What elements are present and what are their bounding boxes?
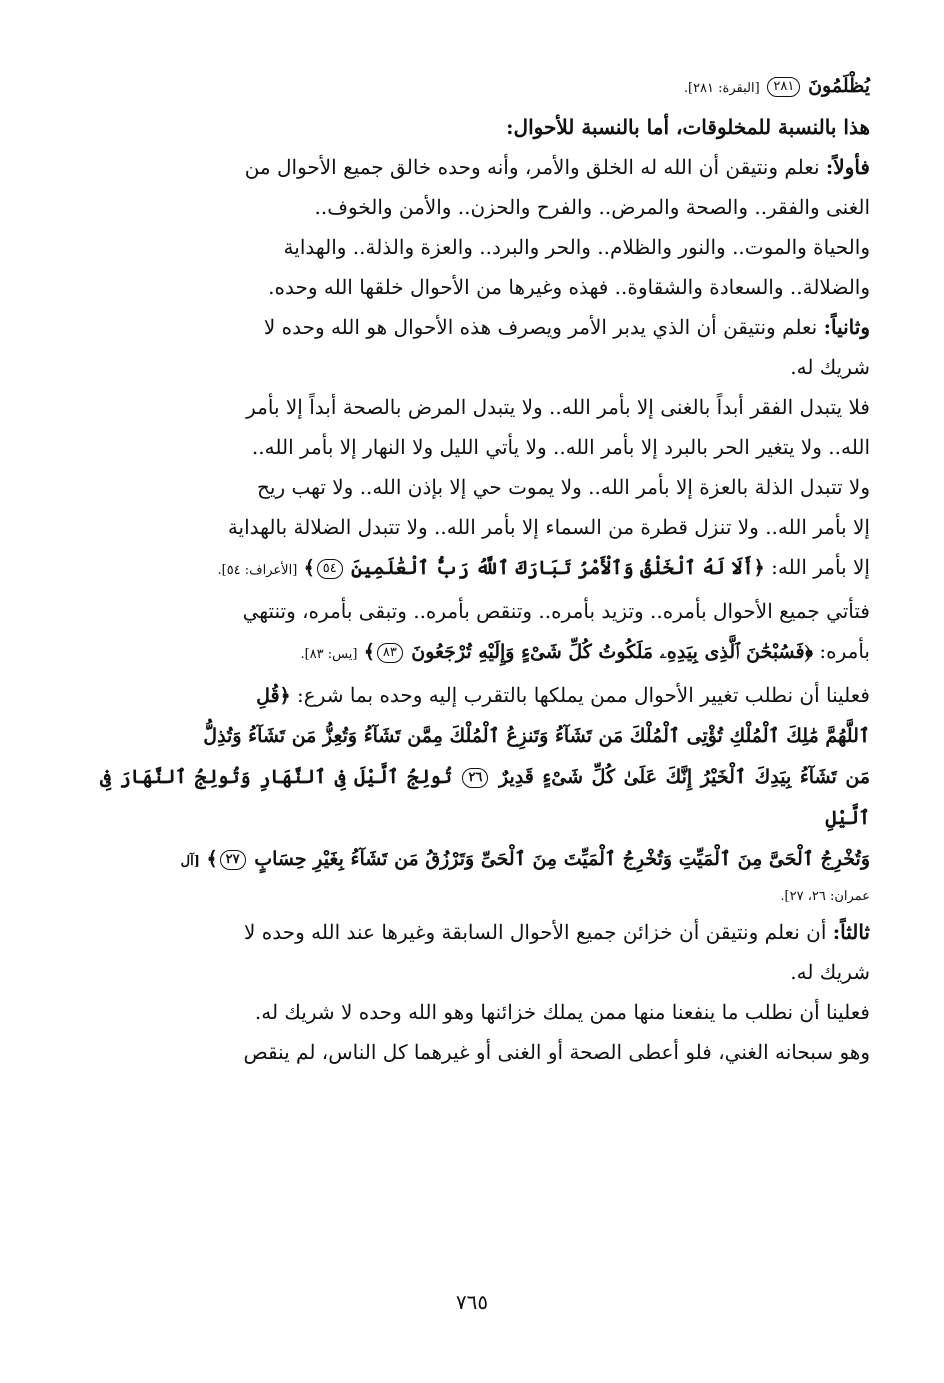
quran-bracket: ﴾ xyxy=(303,557,315,579)
quran-text: ﴿فَسُبْحَٰنَ ٱلَّذِى بِيَدِهِۦ مَلَكُوتُ كُلِّ شَىْءٍ وَإِلَيْهِ تُرْجَعُونَ xyxy=(411,641,814,663)
paragraph-line: شريك له. xyxy=(790,355,870,379)
point-label: فأولاً: xyxy=(825,155,870,179)
verse-number: ٢٨١ xyxy=(767,77,800,97)
quran-line xyxy=(100,839,870,882)
quran-text: ﴿قُلِ xyxy=(256,685,291,707)
line-text: نعلم ونتيقن أن الذي يدبر الأمر ويصرف هذه الأحوال هو الله وحده لا xyxy=(263,315,818,339)
verse-number: ٢٧ xyxy=(220,850,246,870)
point-label: وثانياً: xyxy=(823,315,870,339)
verse-number: ٥٤ xyxy=(317,559,343,579)
quran-text: ﴿أَلَا لَهُ ٱلْخَلْقُ وَٱلْأَمْرُ تَبَارَكَ ٱللَّهُ رَبُّ ٱلْعَٰلَمِينَ xyxy=(351,557,765,579)
paragraph-line: والضلالة.. والسعادة والشقاوة.. فهذه وغيرها من الأحوال خلقها الله وحده. xyxy=(268,275,870,299)
paragraph-line: وهو سبحانه الغني، فلو أعطى الصحة أو الغنى أو غيرهما كل الناس، لم ينقص xyxy=(243,1040,870,1064)
paragraph-line xyxy=(100,547,870,591)
verse-reference: [يس: ٨٣]. xyxy=(300,647,358,662)
line-text: بأمره: xyxy=(819,639,870,663)
paragraph-line: الغنى والفقر.. والصحة والمرض.. والفرح والحزن.. والأمن والخوف.. xyxy=(314,195,870,219)
quran-text: تُولِجُ ٱلَّيْلَ فِى ٱلنَّهَارِ وَتُولِجُ ٱلنَّهَارَ فِى ٱلَّيْلِ xyxy=(100,766,870,829)
verse-number: ٨٣ xyxy=(377,643,403,663)
section-heading: هذا بالنسبة للمخلوقات، أما بالنسبة للأحوال: xyxy=(506,115,870,139)
paragraph-line: الله.. ولا يتغير الحر بالبرد إلا بأمر الله.. ولا يأتي الليل ولا النهار إلا بأمر الله.. xyxy=(251,435,870,459)
point-label: ثالثاً: xyxy=(832,920,870,944)
page-number: ٧٦٥ xyxy=(455,1290,489,1314)
paragraph-line: شريك له. xyxy=(790,960,870,984)
verse-reference: [آل xyxy=(180,854,200,869)
line-text: فعلينا أن نطلب تغيير الأحوال ممن يملكها بالتقرب إليه وحده بما شرع: xyxy=(297,683,870,707)
quran-line: ٱللَّهُمَّ مَٰلِكَ ٱلْمُلْكِ تُؤْتِى ٱلْمُلْكَ مَن تَشَآءُ وَتَنزِعُ ٱلْمُلْكَ مِمَّن تَشَآءُ وَتُعِزُّ مَن تَشَآءُ وَتُذِلُّ xyxy=(203,725,870,747)
paragraph-line xyxy=(100,307,870,347)
quran-text: مَن تَشَآءُ بِيَدِكَ ٱلْخَيْرُ إِنَّكَ عَلَىٰ كُلِّ شَىْءٍ قَدِيرٌ xyxy=(498,766,871,788)
line-text: نعلم ونتيقن أن الله له الخلق والأمر، وأنه وحده خالق جميع الأحوال من xyxy=(244,155,820,179)
page-body xyxy=(100,68,870,1072)
quran-text: وَتُخْرِجُ ٱلْحَىَّ مِنَ ٱلْمَيِّتِ وَتُخْرِجُ ٱلْمَيِّتَ مِنَ ٱلْحَىِّ وَتَرْزُقُ مَن تَشَآءُ بِغَيْرِ حِسَابٍ xyxy=(254,848,870,870)
paragraph-line: فتأتي جميع الأحوال بأمره.. وتزيد بأمره.. وتنقص بأمره.. وتبقى بأمره، وتنتهي xyxy=(242,599,870,623)
paragraph-line xyxy=(100,675,870,716)
paragraph-line: فعلينا أن نطلب ما ينفعنا منها ممن يملك خزائنها وهو الله وحده لا شريك له. xyxy=(254,1000,870,1024)
paragraph-line: ولا تتبدل الذلة بالعزة إلا بأمر الله.. ولا يموت حي إلا بإذن الله.. ولا تهب ريح xyxy=(257,475,870,499)
verse-reference-continued: عمران: ٢٦، ٢٧]. xyxy=(780,889,870,904)
paragraph-line: إلا بأمر الله.. ولا تنزل قطرة من السماء إلا بأمر الله.. ولا تتبدل الضلالة بالهداية xyxy=(227,515,870,539)
line-text: إلا بأمر الله: xyxy=(771,555,870,579)
line-text: أن نعلم ونتيقن أن خزائن جميع الأحوال السابقة وغيرها عند الله وحده لا xyxy=(244,920,827,944)
quran-bracket: ﴾ xyxy=(206,848,218,870)
paragraph-line xyxy=(100,147,870,187)
paragraph-line xyxy=(100,631,870,675)
quran-line xyxy=(100,757,870,839)
verse-reference: [الأعراف: ٥٤]. xyxy=(217,563,298,578)
verse-reference: [البقرة: ٢٨١]. xyxy=(683,81,760,96)
paragraph-line: والحياة والموت.. والنور والظلام.. والحر والبرد.. والعزة والذلة.. والهداية xyxy=(283,235,870,259)
verse-number: ٢٦ xyxy=(462,768,488,788)
top-line xyxy=(100,68,870,107)
quran-text: يُظْلَمُونَ xyxy=(808,75,870,97)
paragraph-line xyxy=(100,912,870,952)
paragraph-line: فلا يتبدل الفقر أبداً بالغنى إلا بأمر الله.. ولا يتبدل المرض بالصحة أبداً إلا بأمر xyxy=(246,395,870,419)
quran-bracket: ﴾ xyxy=(363,641,375,663)
